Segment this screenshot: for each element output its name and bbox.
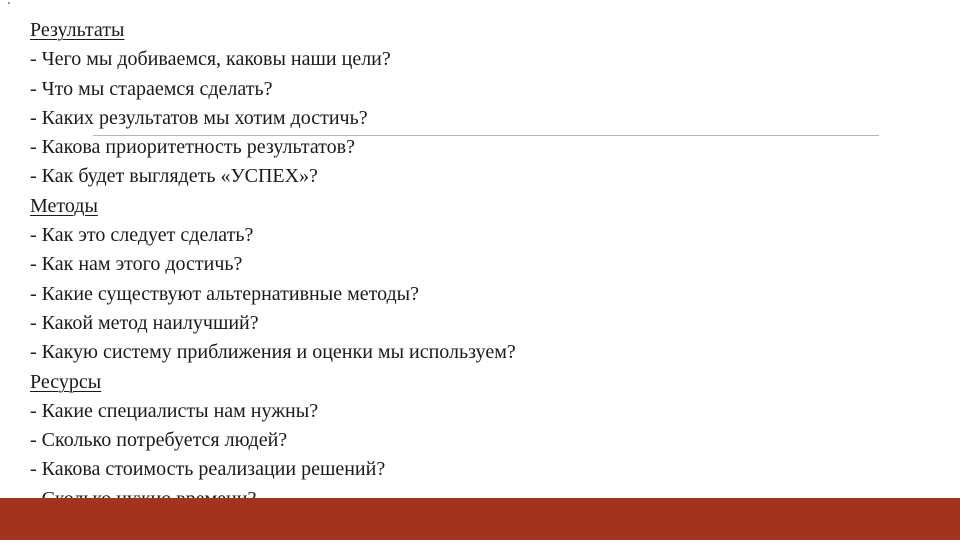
- section-heading-methods: Методы: [30, 194, 98, 217]
- list-item: - Какие существуют альтернативные методы?: [30, 282, 419, 305]
- footer-bar: [0, 498, 960, 540]
- list-item: - Какую систему приближения и оценки мы используем?: [30, 341, 516, 364]
- list-item: - Чего мы добиваемся, каковы наши цели?: [30, 48, 391, 71]
- list-item: - Какова стоимость реализации решений?: [30, 458, 386, 481]
- section-heading-resources: Ресурсы: [30, 370, 102, 393]
- list-item: - Сколько потребуется людей?: [30, 429, 288, 452]
- list-item: - Какие специалисты нам нужны?: [30, 399, 319, 422]
- list-item: - Как это следует сделать?: [30, 224, 254, 247]
- list-item: - Каких результатов мы хотим достичь?: [30, 106, 368, 129]
- list-item: - Какой метод наилучший?: [30, 311, 259, 334]
- list-item: - Как нам этого достичь?: [30, 253, 243, 276]
- horizontal-rule: [93, 135, 879, 136]
- section-heading-results: Результаты: [30, 19, 125, 41]
- list-item: - Какова приоритетность результатов?: [30, 136, 355, 159]
- list-item: - Как будет выглядеть «УСПЕХ»?: [30, 165, 318, 188]
- slide-content: [30, 16, 930, 543]
- corner-dot: [8, 2, 10, 4]
- list-item: - Что мы стараемся сделать?: [30, 77, 273, 100]
